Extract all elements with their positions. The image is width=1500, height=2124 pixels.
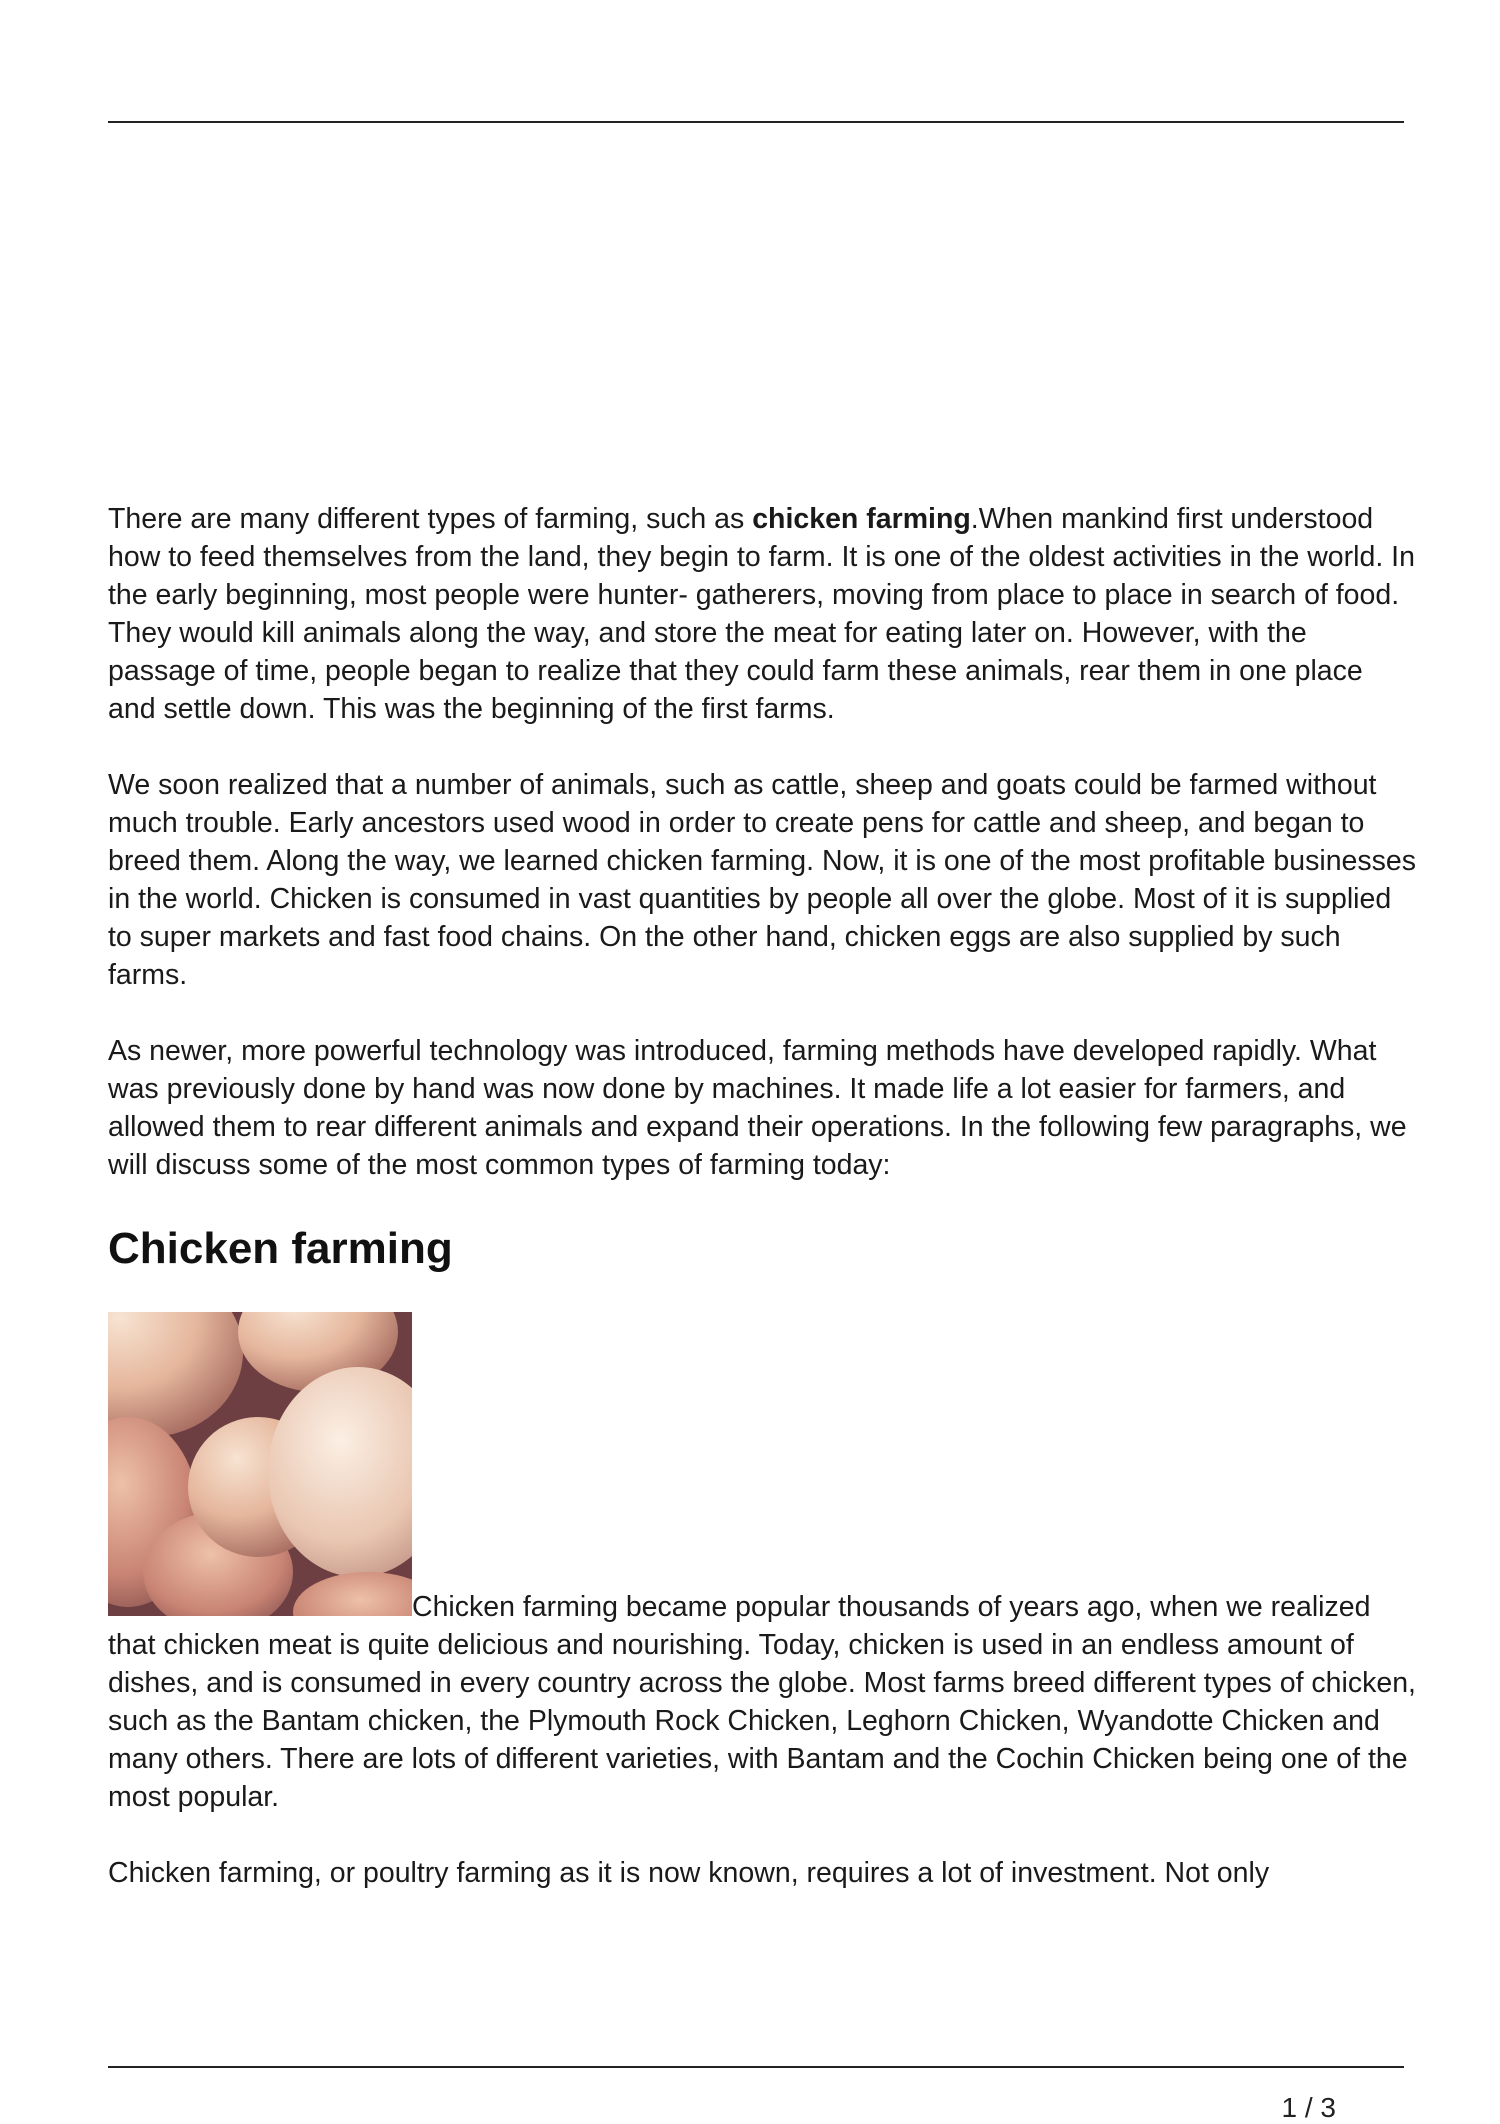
intro-paragraph: There are many different types of farming, such as chicken farming.When mankind first understood how to feed themselves from the land, they begin to farm. It is one of the oldest activities in the world. In the early beginning, most people were hunter- gatherers, moving from place to place in search of food. They would kill animals along the way, and store the meat for eating later on. However, with the passage of time, people began to realize that they could farm these animals, rear them in one place and settle down. This was the beginning of the first farms. bbox=[108, 503, 1415, 725]
investment-paragraph: Chicken farming, or poultry farming as it is now known, requires a lot of investment. Not only bbox=[108, 1857, 1270, 1889]
chicken-paragraph: Chicken farming became popular thousands of years ago, when we realized that chicken meat is quite delicious and nourishing. Today, chicken is used in an endless amount of dishes, and is consumed in every country across the globe. Most farms breed different types of chicken, such as the Bantam chicken, the Plymouth Rock Chicken, Leghorn Chicken, Wyandotte Chicken and many others. There are lots of different varieties, with Bantam and the Cochin Chicken being one of the most popular. bbox=[108, 1312, 1418, 1816]
page-number: 1 / 3 bbox=[1281, 2092, 1336, 2123]
eggs-photo bbox=[108, 1312, 412, 1616]
footer-rule bbox=[108, 2066, 1404, 2068]
header-rule bbox=[108, 121, 1404, 123]
technology-paragraph: As newer, more powerful technology was introduced, farming methods have developed rapidly. What was previously done by hand was now done by machines. It made life a lot easier for farmers, and allowed them to rear different animals and expand their operations. In the following few paragraphs, we will discuss some of the most common types of farming today: bbox=[108, 1035, 1407, 1181]
section-heading: Chicken farming bbox=[108, 1224, 453, 1273]
animals-paragraph: We soon realized that a number of animals, such as cattle, sheep and goats could be farmed without much trouble. Early ancestors used wood in order to create pens for cattle and sheep, and began to breed them. Along the way, we learned chicken farming. Now, it is one of the most profitable businesses in the world. Chicken is consumed in vast quantities by people all over the globe. Most of it is supplied to super markets and fast food chains. On the other hand, chicken eggs are also supplied by such farms. bbox=[108, 769, 1417, 991]
document-body bbox=[108, 500, 1418, 1930]
chicken-farming-link: chicken farming bbox=[752, 503, 971, 535]
